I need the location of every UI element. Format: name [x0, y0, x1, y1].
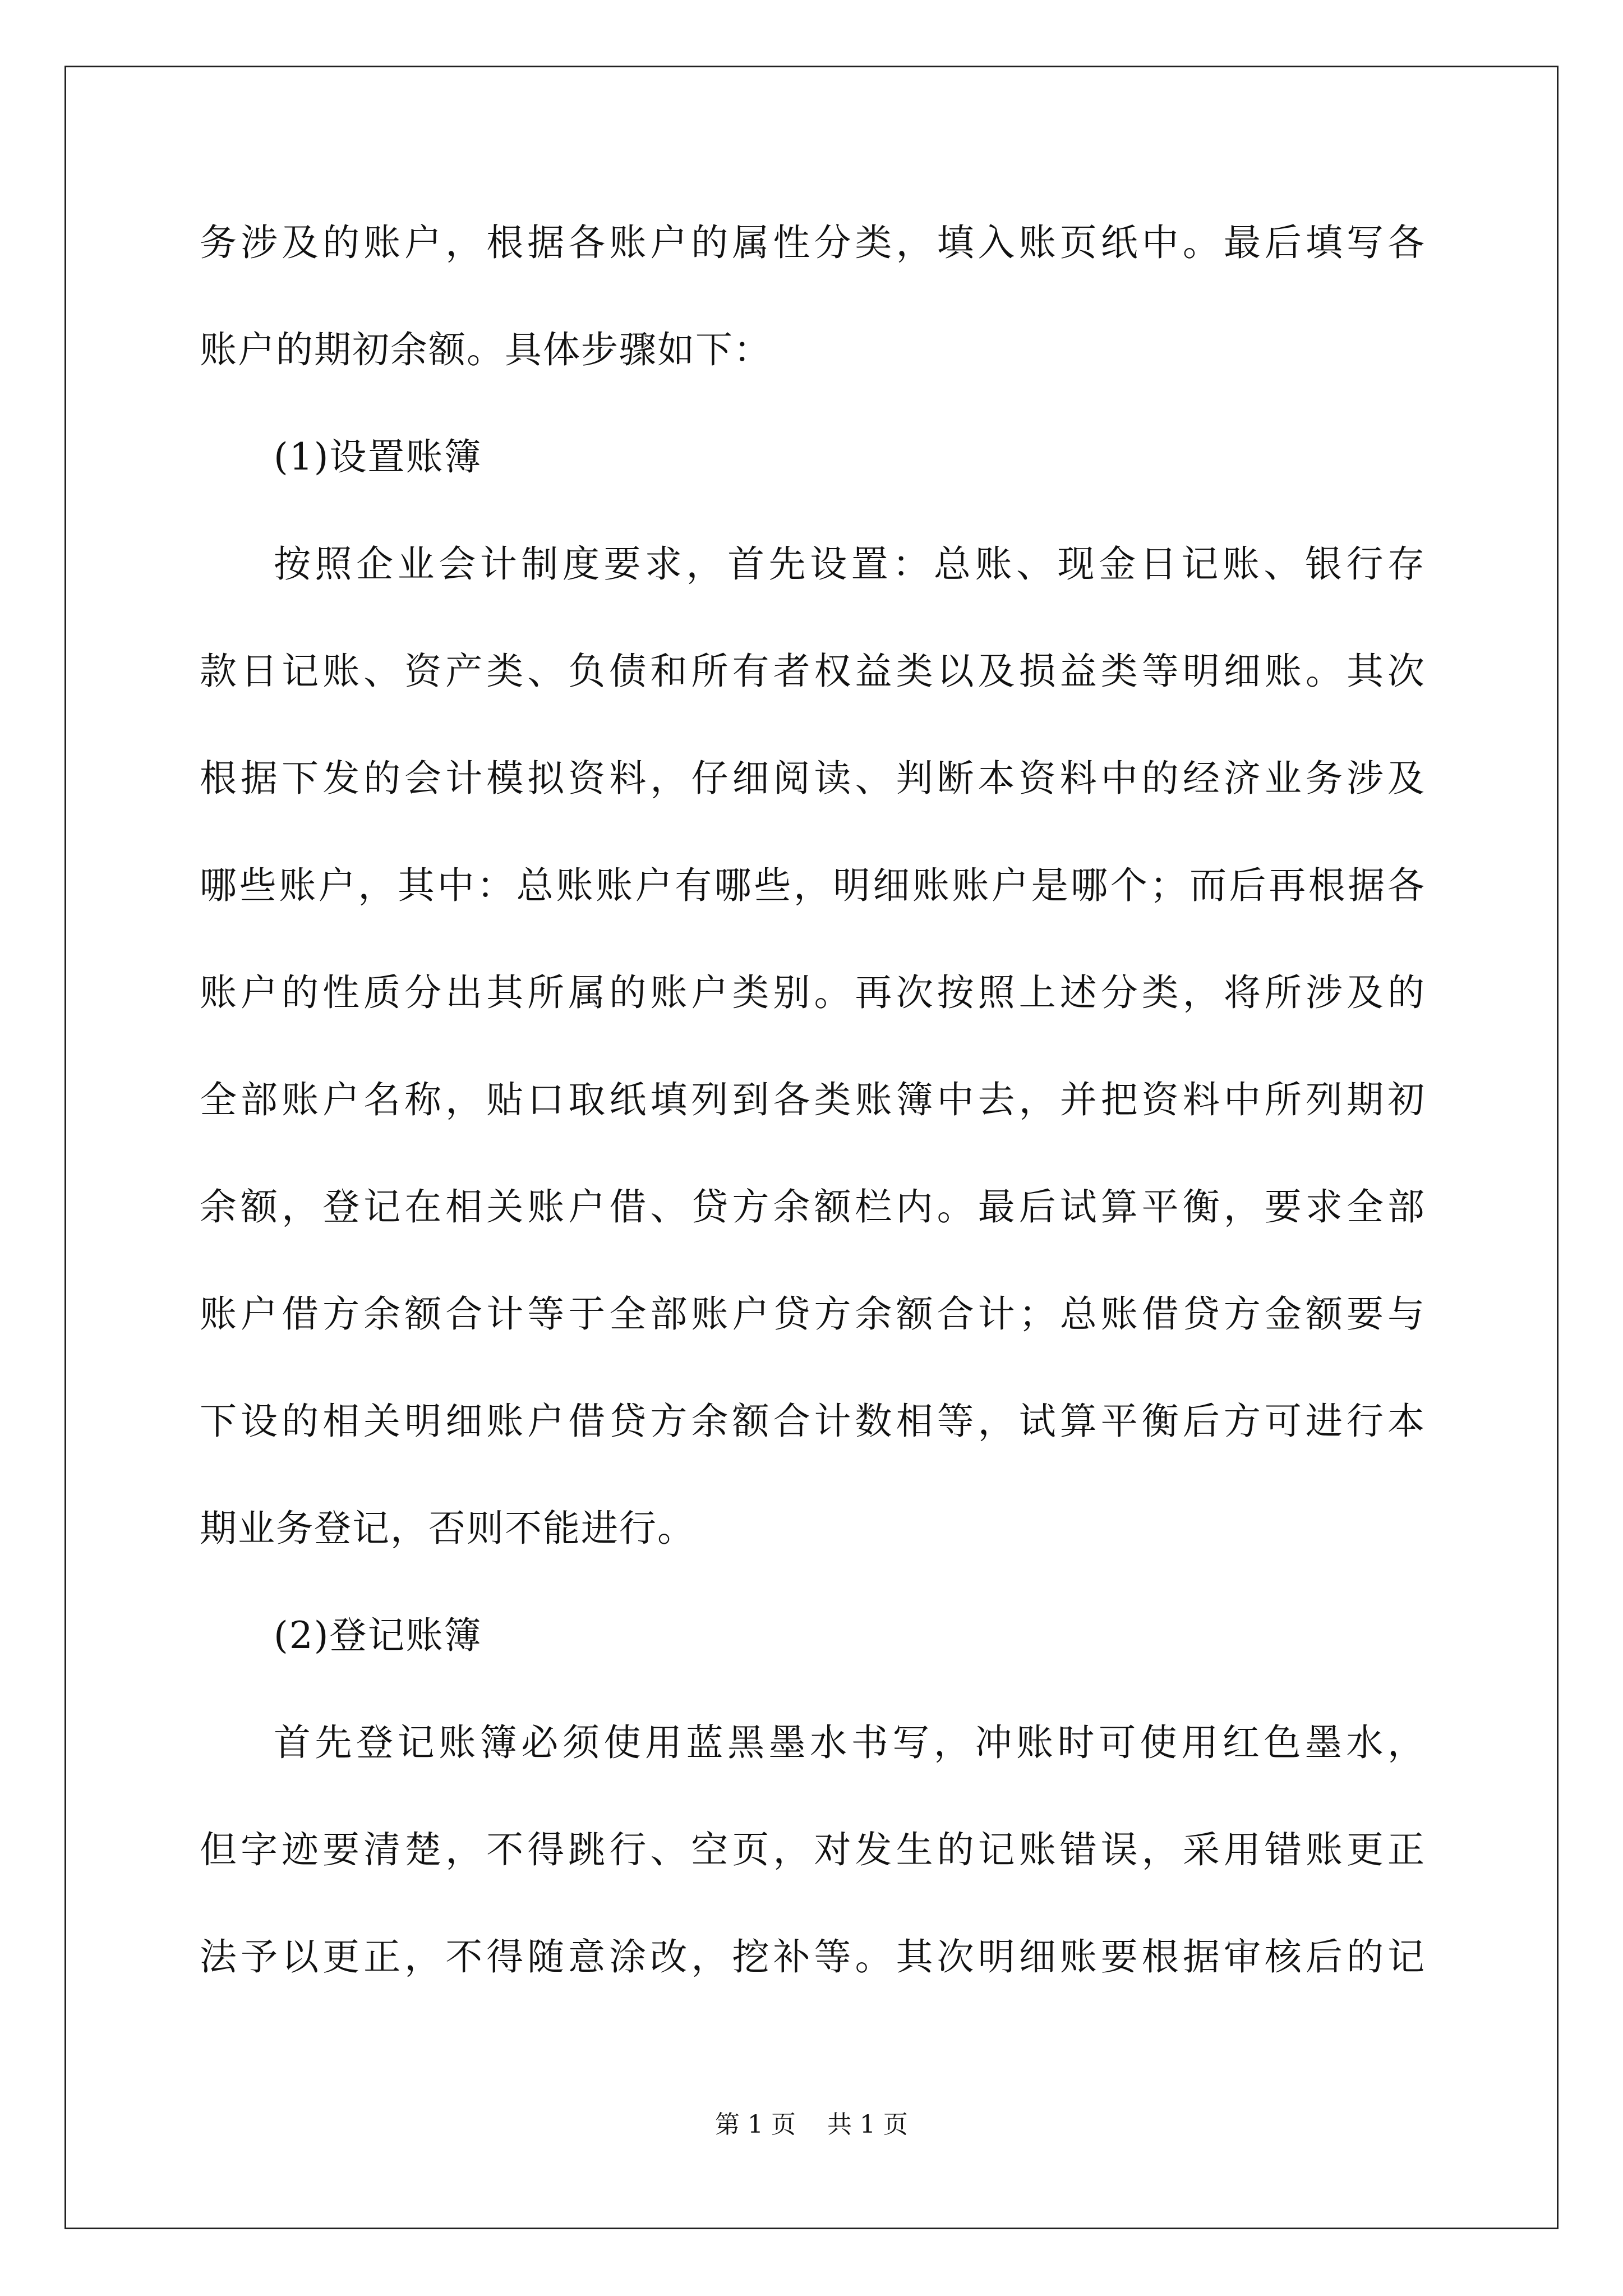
text-line: 但字迹要清楚，不得跳行、空页，对发生的记账错误，采用错账更正	[200, 1828, 1426, 1871]
text-line: 首先登记账簿必须使用蓝黑墨水书写，冲账时可使用红色墨水，	[274, 1721, 1426, 1764]
text-line: 账户的期初余额。具体步骤如下：	[200, 328, 772, 371]
text-line: 期业务登记，否则不能进行。	[200, 1507, 695, 1550]
document-body	[200, 216, 1426, 2037]
text-line: 法予以更正，不得随意涂改，挖补等。其次明细账要根据审核后的记	[200, 1935, 1426, 1978]
text-line: 全部账户名称，贴口取纸填列到各类账簿中去，并把资料中所列期初	[200, 1078, 1426, 1121]
text-line: 根据下发的会计模拟资料，仔细阅读、判断本资料中的经济业务涉及	[200, 757, 1426, 800]
text-line: 务涉及的账户，根据各账户的属性分类，填入账页纸中。最后填写各	[200, 221, 1426, 264]
text-line: 按照企业会计制度要求，首先设置：总账、现金日记账、银行存	[274, 542, 1426, 586]
page-number-footer: 第 1 页 共 1 页	[715, 2110, 908, 2139]
text-line: 账户借方余额合计等于全部账户贷方余额合计；总账借贷方金额要与	[200, 1292, 1426, 1336]
text-line: 款日记账、资产类、负债和所有者权益类以及损益类等明细账。其次	[200, 650, 1426, 693]
text-line: 下设的相关明细账户借贷方余额合计数相等，试算平衡后方可进行本	[200, 1400, 1426, 1443]
section-heading: (2)登记账簿	[274, 1614, 482, 1657]
text-line: 余额，登记在相关账户借、贷方余额栏内。最后试算平衡，要求全部	[200, 1185, 1426, 1228]
text-line: 哪些账户，其中：总账账户有哪些，明细账账户是哪个；而后再根据各	[200, 864, 1426, 907]
text-line: 账户的性质分出其所属的账户类别。再次按照上述分类，将所涉及的	[200, 971, 1426, 1014]
section-heading: (1)设置账簿	[274, 435, 482, 478]
